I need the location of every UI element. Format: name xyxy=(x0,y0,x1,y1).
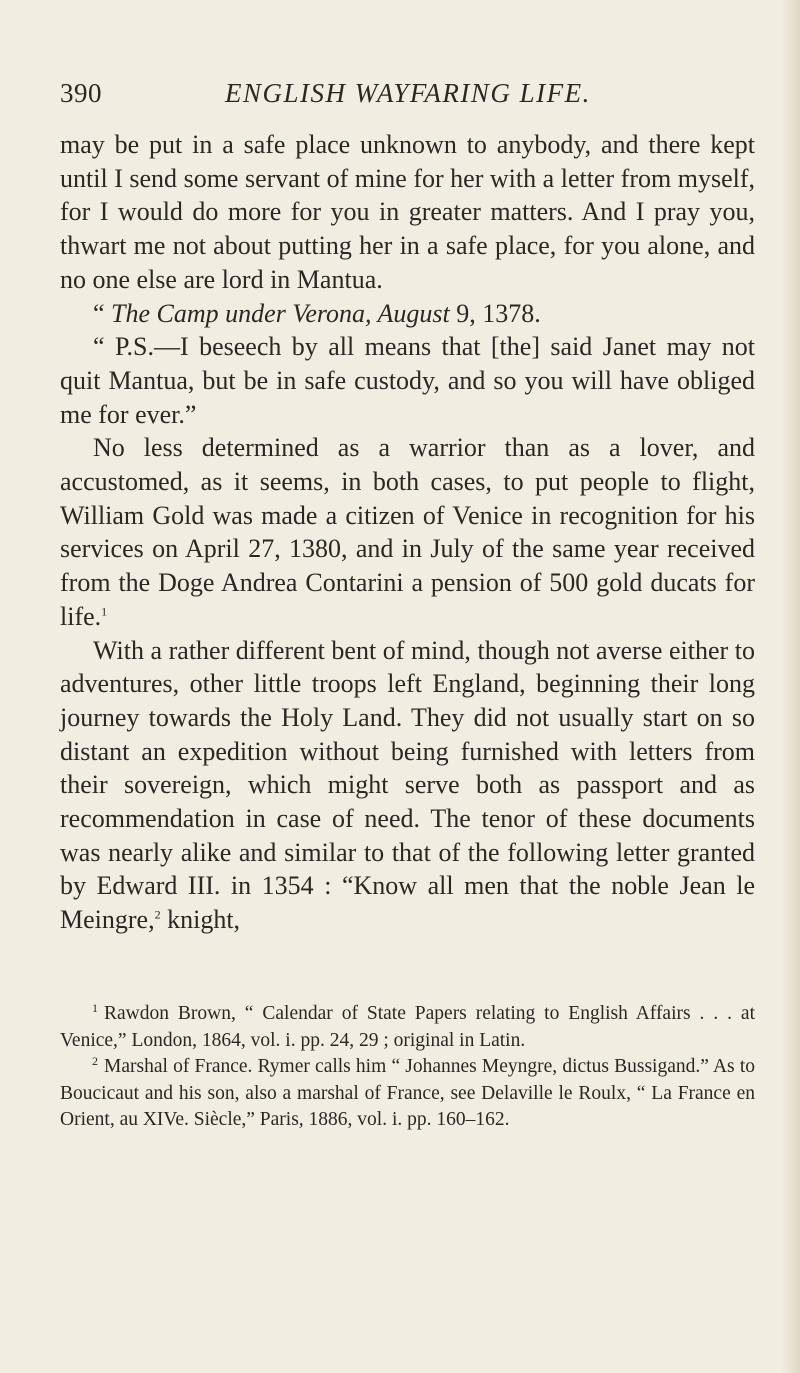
dateline-date: 9, 1378. xyxy=(449,298,541,328)
footnote-ref-1[interactable]: 1 xyxy=(101,604,108,619)
letter-dateline xyxy=(60,297,755,331)
dateline-open-quote: “ xyxy=(93,298,105,328)
footnote-1 xyxy=(60,1001,755,1054)
paragraph-letter-end: may be put in a safe place unknown to anybody, and there kept until I send some servant of mine for her with a letter from myself, for I would do more for you in greater matters. And I pray you, thwart me not about putting her in a safe place, for you alone, and no one else are lord in Mantua. xyxy=(60,130,755,294)
page-header xyxy=(60,78,760,112)
paragraph-troops-text: With a rather different bent of mind, though not averse either to adventures, other little troops left England, beginning their long journey towards the Holy Land. They did not usually start on so distant an expedition without being furnished with letters from their sovereign, which might serve both as passport and as recommendation in case of need. The tenor of these documents was nearly alike and similar to that of the following letter granted by Edward III. in 1354 : “Know all men that the noble Jean le Meingre, xyxy=(60,635,755,935)
footnote-marker: 1 xyxy=(92,1000,98,1015)
paragraph-william-gold-text: No less determined as a warrior than as a lover, and accustomed, as it seems, in both cases, to put people to flight, William Gold was made a citizen of Venice in recognition for his services on April 27, 1380, and in July of the same year received from the Doge Andrea Contarini a pension of 500 gold ducats for life. xyxy=(60,433,755,631)
paragraph-troops-end: knight, xyxy=(160,905,241,935)
dateline-place: The Camp under Verona, August xyxy=(111,298,450,328)
footnote-marker: 2 xyxy=(92,1053,98,1068)
paragraph-william-gold xyxy=(60,431,755,633)
running-head: ENGLISH WAYFARING LIFE. xyxy=(225,78,591,108)
body-text xyxy=(60,128,755,937)
paragraph-postscript: “ P.S.—I beseech by all means that [the] said Janet may not quit Mantua, but be in safe custody, and so you will have obliged me for ever.” xyxy=(60,332,755,429)
footnotes xyxy=(60,1001,755,1134)
footnote-ref-2[interactable]: 2 xyxy=(154,907,161,922)
footnote-2 xyxy=(60,1054,755,1134)
paragraph-troops xyxy=(60,634,755,937)
footnote-text: Marshal of France. Rymer calls him “ Johannes Meyngre, dictus Bussigand.” As to Boucicaut and his son, also a marshal of France, see Delaville le Roulx, “ La France en Orient, au XIVe. Siècle,” Paris, 1886, vol. i. pp. 160–162. xyxy=(60,1056,755,1130)
page-edge-shadow xyxy=(782,0,800,1373)
page-number: 390 xyxy=(60,78,102,108)
footnote-text: Rawdon Brown, “ Calendar of State Papers relating to English Affairs . . . at Venice,” London, 1864, vol. i. pp. 24, 29 ; original in Latin. xyxy=(60,1003,755,1051)
